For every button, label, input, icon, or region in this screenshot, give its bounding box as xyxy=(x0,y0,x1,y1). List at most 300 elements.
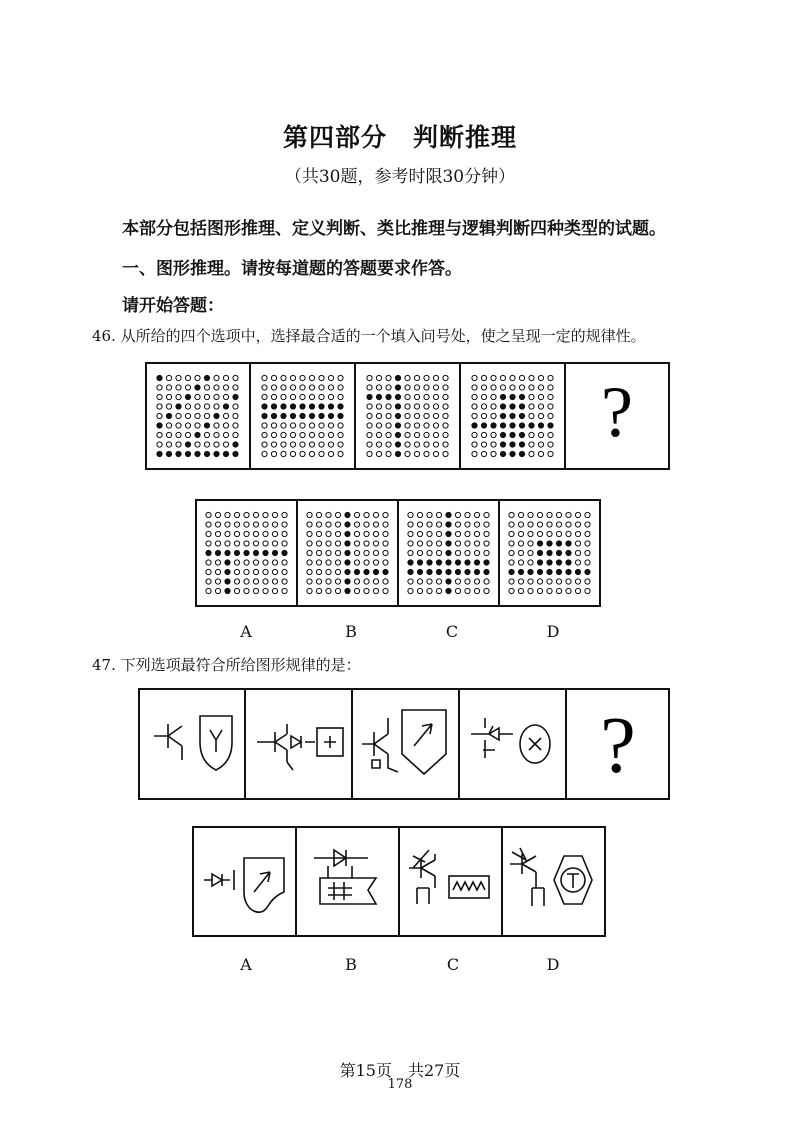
grid-dot xyxy=(465,531,470,536)
grid-dot xyxy=(395,442,400,447)
grid-dot xyxy=(547,531,552,536)
grid-dot xyxy=(364,541,369,546)
grid-dot xyxy=(215,579,220,584)
grid-dot xyxy=(528,541,533,546)
grid-dot xyxy=(417,569,422,574)
grid-dot xyxy=(510,375,515,380)
grid-dot xyxy=(233,451,238,456)
grid-dot xyxy=(455,550,460,555)
grid-dot xyxy=(204,375,209,380)
grid-dot xyxy=(326,579,331,584)
grid-dot xyxy=(185,423,190,428)
grid-dot xyxy=(271,404,276,409)
grid-dot xyxy=(345,569,350,574)
grid-dot xyxy=(484,522,489,527)
grid-dot xyxy=(472,385,477,390)
grid-dot xyxy=(234,579,239,584)
grid-dot xyxy=(519,385,524,390)
grid-dot xyxy=(262,451,267,456)
grid-dot xyxy=(436,531,441,536)
grid-dot xyxy=(225,569,230,574)
grid-dot xyxy=(215,522,220,527)
grid-dot xyxy=(427,512,432,517)
grid-dot xyxy=(433,432,438,437)
grid-dot xyxy=(518,512,523,517)
q46-option-figures xyxy=(195,499,601,607)
grid-dot xyxy=(157,385,162,390)
grid-dot xyxy=(206,522,211,527)
grid-dot xyxy=(408,531,413,536)
grid-dot xyxy=(510,394,515,399)
grid-dot xyxy=(233,423,238,428)
grid-dot xyxy=(214,432,219,437)
grid-dot xyxy=(474,541,479,546)
grid-dot xyxy=(376,385,381,390)
grid-dot xyxy=(206,588,211,593)
grid-dot xyxy=(335,579,340,584)
grid-dot xyxy=(547,541,552,546)
grid-dot xyxy=(417,541,422,546)
grid-dot xyxy=(386,385,391,390)
grid-dot xyxy=(364,531,369,536)
grid-dot xyxy=(271,394,276,399)
grid-dot xyxy=(290,442,295,447)
grid-dot xyxy=(424,442,429,447)
grid-dot xyxy=(500,404,505,409)
grid-dot xyxy=(282,541,287,546)
grid-dot xyxy=(215,531,220,536)
grid-dot xyxy=(233,385,238,390)
grid-dot xyxy=(575,541,580,546)
grid-dot xyxy=(436,522,441,527)
grid-dot xyxy=(405,375,410,380)
grid-dot xyxy=(272,560,277,565)
grid-dot xyxy=(272,550,277,555)
grid-dot xyxy=(529,375,534,380)
grid-dot xyxy=(373,560,378,565)
grid-dot xyxy=(195,394,200,399)
grid-dot xyxy=(338,423,343,428)
grid-dot xyxy=(367,385,372,390)
grid-dot xyxy=(465,512,470,517)
grid-dot xyxy=(234,550,239,555)
q47-option-b-label[interactable]: B xyxy=(345,955,357,974)
grid-dot xyxy=(472,404,477,409)
grid-dot xyxy=(474,512,479,517)
grid-dot xyxy=(433,385,438,390)
grid-dot xyxy=(338,451,343,456)
grid-dot xyxy=(556,550,561,555)
grid-dot xyxy=(465,541,470,546)
grid-dot xyxy=(223,423,228,428)
grid-dot xyxy=(290,385,295,390)
grid-dot xyxy=(309,375,314,380)
grid-dot xyxy=(528,512,533,517)
grid-dot xyxy=(326,531,331,536)
grid-dot xyxy=(443,394,448,399)
grid-dot xyxy=(585,588,590,593)
grid-dot xyxy=(300,442,305,447)
grid-dot xyxy=(262,413,267,418)
grid-dot xyxy=(491,442,496,447)
grid-dot xyxy=(446,588,451,593)
grid-dot xyxy=(443,423,448,428)
grid-dot xyxy=(414,375,419,380)
grid-dot xyxy=(465,560,470,565)
grid-dot xyxy=(538,375,543,380)
grid-dot xyxy=(271,413,276,418)
grid-dot xyxy=(335,569,340,574)
grid-dot xyxy=(345,579,350,584)
grid-dot xyxy=(585,522,590,527)
q47-option-d-label[interactable]: D xyxy=(546,955,560,974)
grid-dot xyxy=(263,569,268,574)
grid-dot xyxy=(215,512,220,517)
grid-dot xyxy=(215,560,220,565)
grid-dot xyxy=(528,531,533,536)
grid-dot xyxy=(510,451,515,456)
grid-dot xyxy=(518,550,523,555)
grid-dot xyxy=(335,522,340,527)
grid-dot xyxy=(556,588,561,593)
grid-dot xyxy=(367,432,372,437)
grid-dot xyxy=(386,375,391,380)
grid-dot xyxy=(500,442,505,447)
grid-dot xyxy=(367,394,372,399)
grid-dot xyxy=(262,404,267,409)
grid-dot xyxy=(290,413,295,418)
grid-dot xyxy=(326,541,331,546)
grid-dot xyxy=(528,522,533,527)
grid-dot xyxy=(234,541,239,546)
grid-dot xyxy=(253,588,258,593)
grid-dot xyxy=(225,579,230,584)
grid-dot xyxy=(491,413,496,418)
grid-dot xyxy=(328,423,333,428)
grid-dot xyxy=(338,404,343,409)
q47-option-a-label[interactable]: A xyxy=(240,955,252,974)
grid-dot xyxy=(436,560,441,565)
grid-dot xyxy=(307,531,312,536)
grid-dot xyxy=(446,569,451,574)
grid-dot xyxy=(338,394,343,399)
grid-dot xyxy=(272,531,277,536)
grid-dot xyxy=(233,413,238,418)
grid-dot xyxy=(345,588,350,593)
grid-dot xyxy=(510,432,515,437)
grid-dot xyxy=(556,569,561,574)
grid-dot xyxy=(215,550,220,555)
grid-dot xyxy=(427,522,432,527)
grid-dot xyxy=(253,541,258,546)
grid-dot xyxy=(383,550,388,555)
grid-dot xyxy=(474,560,479,565)
grid-dot xyxy=(373,579,378,584)
grid-dot xyxy=(566,541,571,546)
q47-option-d-figure xyxy=(510,848,592,906)
grid-dot xyxy=(510,385,515,390)
grid-dot xyxy=(519,432,524,437)
grid-dot xyxy=(244,531,249,536)
grid-dot xyxy=(424,451,429,456)
grid-dot xyxy=(281,423,286,428)
q46-option-a-label[interactable]: A xyxy=(240,622,252,641)
grid-dot xyxy=(433,375,438,380)
grid-dot xyxy=(262,394,267,399)
grid-dot xyxy=(233,432,238,437)
grid-dot xyxy=(408,512,413,517)
grid-dot xyxy=(427,550,432,555)
grid-dot xyxy=(206,579,211,584)
grid-dot xyxy=(319,423,324,428)
grid-dot xyxy=(519,394,524,399)
q47-stem-figures xyxy=(138,688,670,800)
grid-dot xyxy=(328,432,333,437)
grid-dot xyxy=(354,560,359,565)
grid-dot xyxy=(166,404,171,409)
grid-dot xyxy=(166,413,171,418)
grid-dot xyxy=(548,394,553,399)
grid-dot xyxy=(316,522,321,527)
grid-dot xyxy=(537,541,542,546)
grid-dot xyxy=(566,512,571,517)
grid-dot xyxy=(328,404,333,409)
grid-dot xyxy=(225,512,230,517)
grid-dot xyxy=(509,541,514,546)
grid-dot xyxy=(417,531,422,536)
grid-dot xyxy=(529,413,534,418)
grid-dot xyxy=(417,512,422,517)
grid-dot xyxy=(204,432,209,437)
grid-dot xyxy=(548,451,553,456)
grid-dot xyxy=(424,394,429,399)
grid-dot xyxy=(364,569,369,574)
grid-dot xyxy=(537,588,542,593)
grid-dot xyxy=(157,375,162,380)
grid-dot xyxy=(455,512,460,517)
grid-dot xyxy=(547,550,552,555)
grid-dot xyxy=(309,423,314,428)
grid-dot xyxy=(547,569,552,574)
grid-dot xyxy=(326,560,331,565)
grid-dot xyxy=(307,569,312,574)
q46-option-b-label[interactable]: B xyxy=(345,622,357,641)
grid-dot xyxy=(234,522,239,527)
grid-dot xyxy=(408,550,413,555)
grid-dot xyxy=(491,432,496,437)
grid-dot xyxy=(443,413,448,418)
grid-dot xyxy=(345,560,350,565)
grid-dot xyxy=(367,404,372,409)
q47-option-c-label[interactable]: C xyxy=(446,955,460,974)
grid-dot xyxy=(263,512,268,517)
grid-dot xyxy=(509,550,514,555)
grid-dot xyxy=(538,442,543,447)
grid-dot xyxy=(206,569,211,574)
grid-dot xyxy=(373,522,378,527)
grid-dot xyxy=(195,375,200,380)
grid-dot xyxy=(537,579,542,584)
grid-dot xyxy=(465,569,470,574)
grid-dot xyxy=(345,531,350,536)
grid-dot xyxy=(316,588,321,593)
grid-dot xyxy=(548,442,553,447)
grid-dot xyxy=(367,375,372,380)
grid-dot xyxy=(253,550,258,555)
grid-dot xyxy=(529,385,534,390)
grid-dot xyxy=(338,385,343,390)
grid-dot xyxy=(354,531,359,536)
page-footer: 第15页 共27页 xyxy=(339,1061,461,1080)
grid-dot xyxy=(386,404,391,409)
grid-dot xyxy=(481,442,486,447)
grid-dot xyxy=(214,413,219,418)
grid-dot xyxy=(185,432,190,437)
grid-dot xyxy=(335,541,340,546)
grid-dot xyxy=(307,560,312,565)
grid-dot xyxy=(328,442,333,447)
grid-dot xyxy=(253,560,258,565)
grid-dot xyxy=(395,432,400,437)
grid-dot xyxy=(538,432,543,437)
grid-dot xyxy=(408,588,413,593)
grid-dot xyxy=(215,541,220,546)
grid-dot xyxy=(383,522,388,527)
grid-dot xyxy=(395,451,400,456)
grid-dot xyxy=(538,413,543,418)
grid-dot xyxy=(518,588,523,593)
grid-dot xyxy=(436,550,441,555)
grid-dot xyxy=(185,394,190,399)
grid-dot xyxy=(176,394,181,399)
grid-dot xyxy=(472,442,477,447)
grid-dot xyxy=(354,512,359,517)
grid-dot xyxy=(290,451,295,456)
grid-dot xyxy=(405,423,410,428)
grid-dot xyxy=(408,569,413,574)
grid-dot xyxy=(518,569,523,574)
grid-dot xyxy=(386,432,391,437)
q47-option-b-figure xyxy=(314,850,376,904)
grid-dot xyxy=(300,451,305,456)
grid-dot xyxy=(282,550,287,555)
grid-dot xyxy=(556,512,561,517)
grid-dot xyxy=(529,451,534,456)
grid-dot xyxy=(455,569,460,574)
grid-dot xyxy=(537,512,542,517)
grid-dot xyxy=(309,432,314,437)
grid-dot xyxy=(215,588,220,593)
grid-dot xyxy=(328,413,333,418)
grid-dot xyxy=(575,579,580,584)
grid-dot xyxy=(290,404,295,409)
grid-dot xyxy=(585,512,590,517)
grid-dot xyxy=(214,385,219,390)
grid-dot xyxy=(436,541,441,546)
grid-dot xyxy=(443,432,448,437)
grid-dot xyxy=(509,579,514,584)
grid-dot xyxy=(443,385,448,390)
grid-dot xyxy=(367,423,372,428)
grid-dot xyxy=(472,375,477,380)
grid-dot xyxy=(427,588,432,593)
grid-dot xyxy=(427,531,432,536)
grid-dot xyxy=(510,413,515,418)
grid-dot xyxy=(474,569,479,574)
grid-dot xyxy=(282,579,287,584)
grid-dot xyxy=(157,442,162,447)
grid-dot xyxy=(537,522,542,527)
grid-dot xyxy=(395,394,400,399)
grid-dot xyxy=(244,588,249,593)
grid-dot xyxy=(529,432,534,437)
q46-option-d-label[interactable]: D xyxy=(546,622,560,641)
q47-option-a-figure xyxy=(204,858,284,912)
grid-dot xyxy=(408,579,413,584)
grid-dot xyxy=(446,522,451,527)
grid-dot xyxy=(345,512,350,517)
grid-dot xyxy=(414,423,419,428)
grid-dot xyxy=(417,579,422,584)
grid-dot xyxy=(491,404,496,409)
grid-dot xyxy=(176,375,181,380)
grid-dot xyxy=(405,432,410,437)
grid-dot xyxy=(234,569,239,574)
q46-option-c-label[interactable]: C xyxy=(445,622,459,641)
grid-dot xyxy=(548,423,553,428)
grid-dot xyxy=(500,413,505,418)
grid-dot xyxy=(185,442,190,447)
grid-dot xyxy=(417,522,422,527)
grid-dot xyxy=(414,432,419,437)
grid-dot xyxy=(316,550,321,555)
grid-dot xyxy=(538,404,543,409)
grid-dot xyxy=(518,541,523,546)
grid-dot xyxy=(455,522,460,527)
grid-dot xyxy=(225,541,230,546)
grid-dot xyxy=(281,404,286,409)
grid-dot xyxy=(509,522,514,527)
grid-dot xyxy=(518,531,523,536)
grid-dot xyxy=(383,579,388,584)
grid-dot xyxy=(443,451,448,456)
grid-dot xyxy=(309,413,314,418)
grid-dot xyxy=(335,512,340,517)
grid-dot xyxy=(338,432,343,437)
grid-dot xyxy=(262,375,267,380)
grid-dot xyxy=(300,432,305,437)
grid-dot xyxy=(455,531,460,536)
page-number: 178 xyxy=(387,1077,413,1092)
grid-dot xyxy=(309,385,314,390)
intro-line-3: 请开始答题： xyxy=(122,296,224,316)
grid-dot xyxy=(510,442,515,447)
grid-dot xyxy=(383,512,388,517)
grid-dot xyxy=(214,375,219,380)
grid-dot xyxy=(424,413,429,418)
grid-dot xyxy=(290,375,295,380)
q46-stem-figures xyxy=(145,362,670,470)
grid-dot xyxy=(364,512,369,517)
grid-dot xyxy=(548,413,553,418)
grid-dot xyxy=(214,404,219,409)
grid-dot xyxy=(383,569,388,574)
grid-dot xyxy=(386,394,391,399)
grid-dot xyxy=(500,375,505,380)
grid-dot xyxy=(433,423,438,428)
grid-dot xyxy=(373,531,378,536)
grid-dot xyxy=(538,385,543,390)
